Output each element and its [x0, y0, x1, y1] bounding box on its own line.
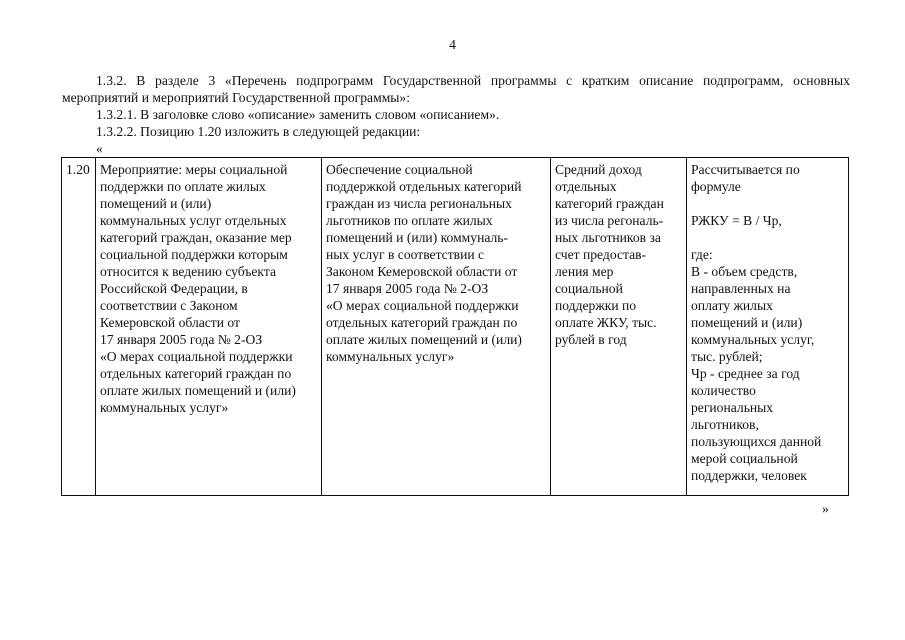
paragraph-1-3-2-1: 1.3.2.1. В заголовке слово «описание» заменить словом «описанием». [96, 107, 500, 122]
cell-text-line: социальной [555, 281, 623, 296]
closing-quote: » [822, 501, 829, 516]
cell-text-line: Мероприятие: меры социальной [100, 162, 288, 177]
cell-text-line: количество [691, 383, 756, 398]
cell-text-line: рублей в год [555, 332, 627, 347]
position-table [61, 157, 849, 496]
cell-text-line: относится к ведению субъекта [100, 264, 276, 279]
cell-text-line: ных услуг в соответствии с [326, 247, 485, 262]
cell-text-line: формуле [691, 179, 741, 194]
cell-text-line: из числа регональ- [555, 213, 664, 228]
cell-text-line: оплате ЖКУ, тыс. [555, 315, 657, 330]
cell-text-line: счет предостав- [555, 247, 647, 262]
cell-text-line: категорий граждан, оказание мер [100, 230, 292, 245]
cell-text-line: соответствии с Законом [100, 298, 238, 313]
cell-text-line: направленных на [691, 281, 791, 296]
cell-text-line: В - объем средств, [691, 264, 798, 279]
paragraph-1-3-2-2: 1.3.2.2. Позицию 1.20 изложить в следующей редакции: [96, 124, 421, 139]
cell-text-line: «О мерах социальной поддержки [100, 349, 293, 364]
cell-text-line: Рассчитывается по [691, 162, 800, 177]
cell-text-line: поддержкой отдельных категорий [326, 179, 522, 194]
cell-text-line: отдельных [555, 179, 617, 194]
blank-line [691, 229, 845, 246]
cell-text-line: пользующихся данной [691, 434, 822, 449]
cell-text-line: оплате жилых помещений и (или) [100, 383, 296, 398]
paragraph-1-3-2: 1.3.2. В разделе 3 «Перечень подпрограмм Государственной программы с кратким описание подпрограмм, основных мероприятий и мероприятий Государственной программы»: [62, 73, 850, 105]
cell-text-line: помещений и (или) [100, 196, 212, 211]
cell-text-line: коммунальных услуг, [691, 332, 815, 347]
cell-text-line: региональных [691, 400, 774, 415]
cell-text-line: Средний доход [555, 162, 642, 177]
cell-text-line: Кемеровской области от [100, 315, 240, 330]
cell-text-line: льготников, [691, 417, 759, 432]
cell-text-line: «О мерах социальной поддержки [326, 298, 519, 313]
cell-text-line: 1.20 [66, 162, 90, 177]
cell-text-line: поддержки по [555, 298, 637, 313]
cell-text-line: льготников по оплате жилых [326, 213, 493, 228]
cell-text-line: социальной поддержки которым [100, 247, 288, 262]
cell-text-line: РЖКУ = В / Чр, [691, 213, 782, 228]
cell-text-line: Чр - среднее за год [691, 366, 800, 381]
cell-text-line: граждан из числа региональных [326, 196, 512, 211]
cell-text-line: Обеспечение социальной [326, 162, 473, 177]
cell-text-line: ных льготников за [555, 230, 661, 245]
cell-text-line: отдельных категорий граждан по [100, 366, 292, 381]
indicator-name-cell [551, 158, 687, 496]
measure-description-cell [96, 158, 322, 496]
position-number-cell [62, 158, 96, 496]
cell-text-line: поддержки, человек [691, 468, 807, 483]
table-row [62, 158, 849, 496]
cell-text-line: 17 января 2005 года № 2-ОЗ [100, 332, 263, 347]
goal-description-cell [322, 158, 551, 496]
cell-text-line: помещений и (или) [691, 315, 803, 330]
cell-text-line: категорий граждан [555, 196, 664, 211]
cell-text-line: мерой социальной [691, 451, 798, 466]
cell-text-line: отдельных категорий граждан по [326, 315, 518, 330]
opening-quote: « [96, 141, 103, 156]
calculation-formula-cell [687, 158, 849, 496]
cell-text-line: коммунальных услуг» [326, 349, 455, 364]
cell-text-line: оплату жилых [691, 298, 773, 313]
blank-line [691, 195, 845, 212]
cell-text-line: оплате жилых помещений и (или) [326, 332, 522, 347]
cell-text-line: тыс. рублей; [691, 349, 763, 364]
cell-text-line: ления мер [555, 264, 614, 279]
cell-text-line: Законом Кемеровской области от [326, 264, 518, 279]
page-number: 4 [449, 37, 456, 52]
cell-text-line: поддержки по оплате жилых [100, 179, 266, 194]
cell-text-line: коммунальных услуг отдельных [100, 213, 287, 228]
cell-text-line: где: [691, 247, 713, 262]
cell-text-line: Российской Федерации, в [100, 281, 248, 296]
cell-text-line: 17 января 2005 года № 2-ОЗ [326, 281, 489, 296]
cell-text-line: коммунальных услуг» [100, 400, 229, 415]
cell-text-line: помещений и (или) коммуналь- [326, 230, 509, 245]
